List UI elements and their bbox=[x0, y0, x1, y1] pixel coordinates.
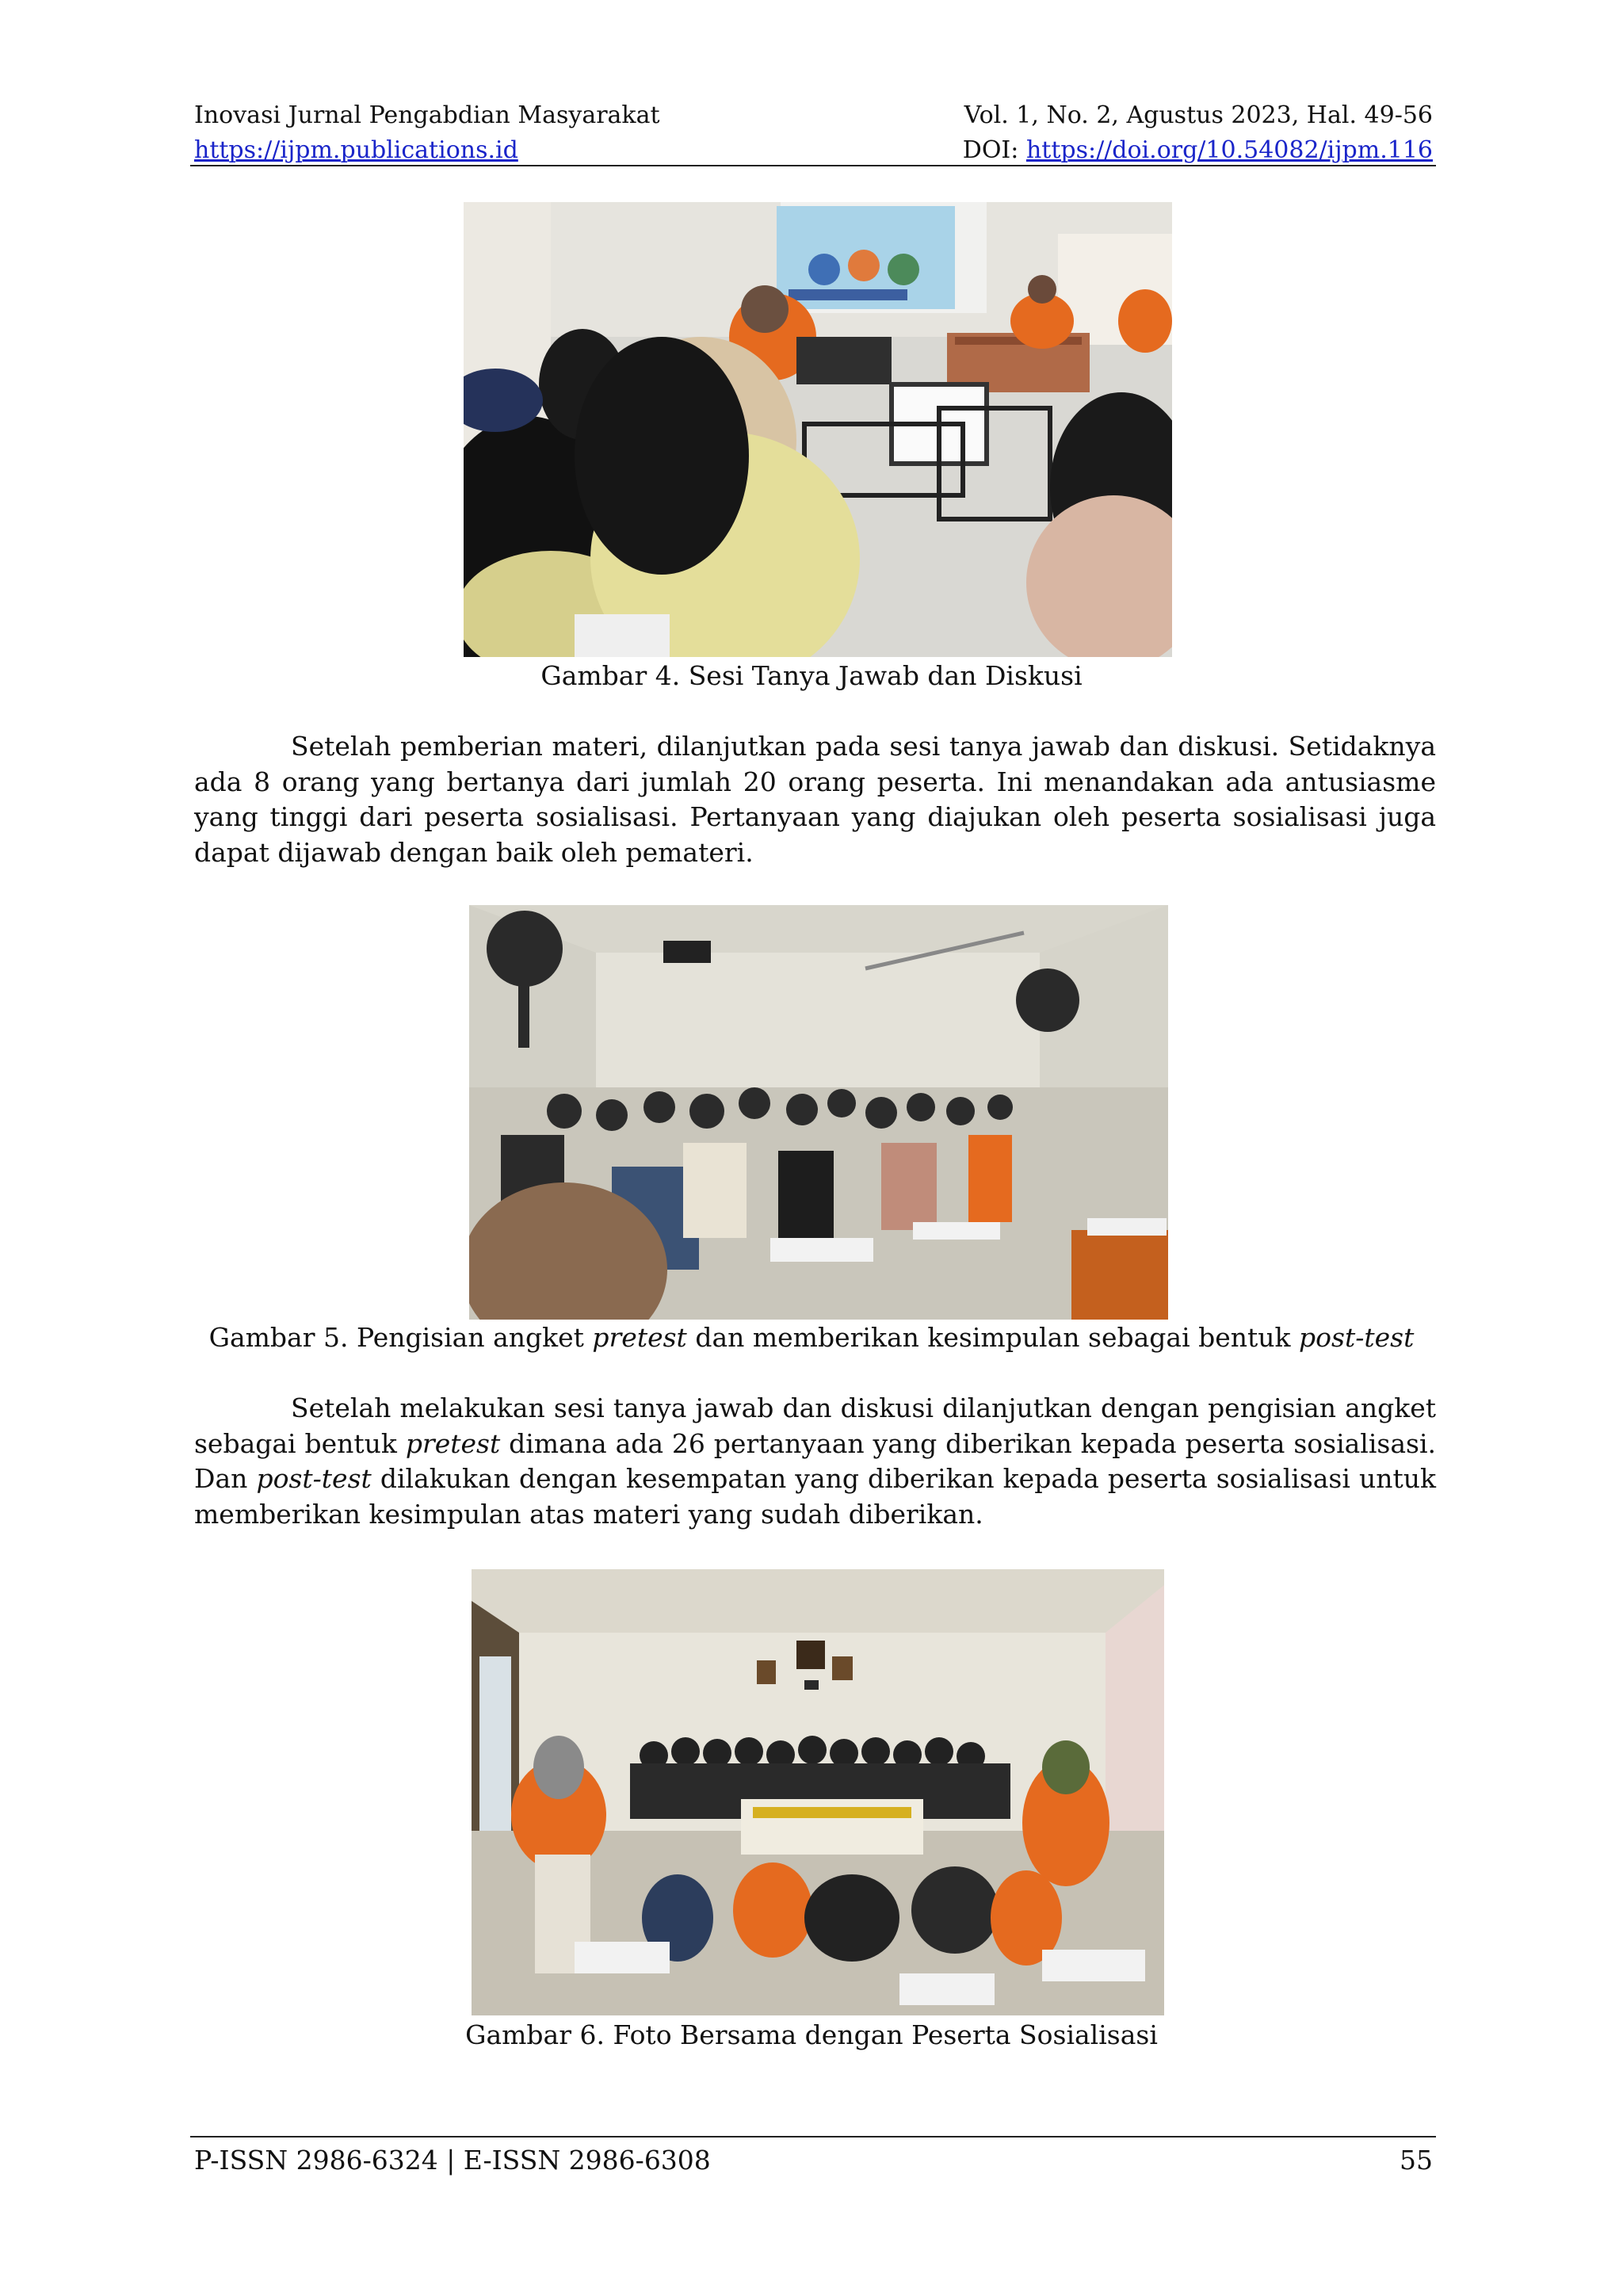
figure-5-photo bbox=[469, 905, 1168, 1320]
paragraph-2 bbox=[194, 1391, 1436, 1532]
figure-6-caption: Gambar 6. Foto Bersama dengan Peserta Sosialisasi bbox=[465, 2019, 1158, 2050]
journal-website-link[interactable]: https://ijpm.publications.id bbox=[194, 136, 518, 164]
paragraph-2-posttest: post-test bbox=[256, 1463, 372, 1494]
figure-4-caption: Gambar 4. Sesi Tanya Jawab dan Diskusi bbox=[540, 660, 1083, 691]
doi-line bbox=[963, 133, 1433, 168]
figure-5-caption-pretest: pretest bbox=[592, 1322, 687, 1353]
paragraph-1 bbox=[194, 729, 1436, 870]
volume-info: Vol. 1, No. 2, Agustus 2023, Hal. 49-56 bbox=[964, 101, 1433, 129]
running-footer bbox=[194, 2143, 1433, 2178]
paragraph-1-text: Setelah pemberian materi, dilanjutkan pada sesi tanya jawab dan diskusi. Setidaknya ada 8 orang yang bertanya dari jumlah 20 orang peserta. Ini menandakan ada antusiasme yang tinggi dari peserta sosialisasi. Pertanyaan yang diajukan oleh peserta sosialisasi juga dapat dijawab dengan baik oleh pemateri. bbox=[194, 731, 1436, 868]
footer-rule bbox=[190, 2136, 1436, 2137]
paragraph-2-part-3: dilakukan dengan kesempatan yang diberikan kepada peserta sosialisasi untuk memberikan kesimpulan atas materi yang sudah diberikan. bbox=[194, 1463, 1436, 1530]
figure-5-caption-posttest: post-test bbox=[1299, 1322, 1415, 1353]
figure-5-caption-middle: dan memberikan kesimpulan sebagai bentuk bbox=[686, 1322, 1300, 1353]
doi-link[interactable]: https://doi.org/10.54082/ijpm.116 bbox=[1025, 136, 1433, 164]
page-number: 55 bbox=[1400, 2145, 1433, 2176]
figure-5-caption bbox=[190, 1320, 1433, 1355]
figure-4-photo bbox=[464, 202, 1172, 657]
figure-6-photo bbox=[472, 1569, 1164, 2015]
running-header bbox=[194, 98, 1433, 168]
paragraph-2-pretest: pretest bbox=[405, 1427, 501, 1459]
paragraph-2-part-2: dimana ada 26 pertanyaan yang diberikan kepada peserta sosialisasi. Dan bbox=[194, 1427, 1436, 1494]
header-rule bbox=[190, 165, 1436, 166]
issn-info: P-ISSN 2986-6324 | E-ISSN 2986-6308 bbox=[194, 2145, 711, 2176]
figure-5-caption-prefix: Gambar 5. Pengisian angket bbox=[208, 1322, 593, 1353]
journal-title: Inovasi Jurnal Pengabdian Masyarakat bbox=[194, 101, 660, 129]
paragraph-2-part-1: Setelah melakukan sesi tanya jawab dan diskusi dilanjutkan dengan pengisian angket sebagai bentuk bbox=[194, 1392, 1436, 1459]
doi-label: DOI: bbox=[962, 136, 1026, 164]
